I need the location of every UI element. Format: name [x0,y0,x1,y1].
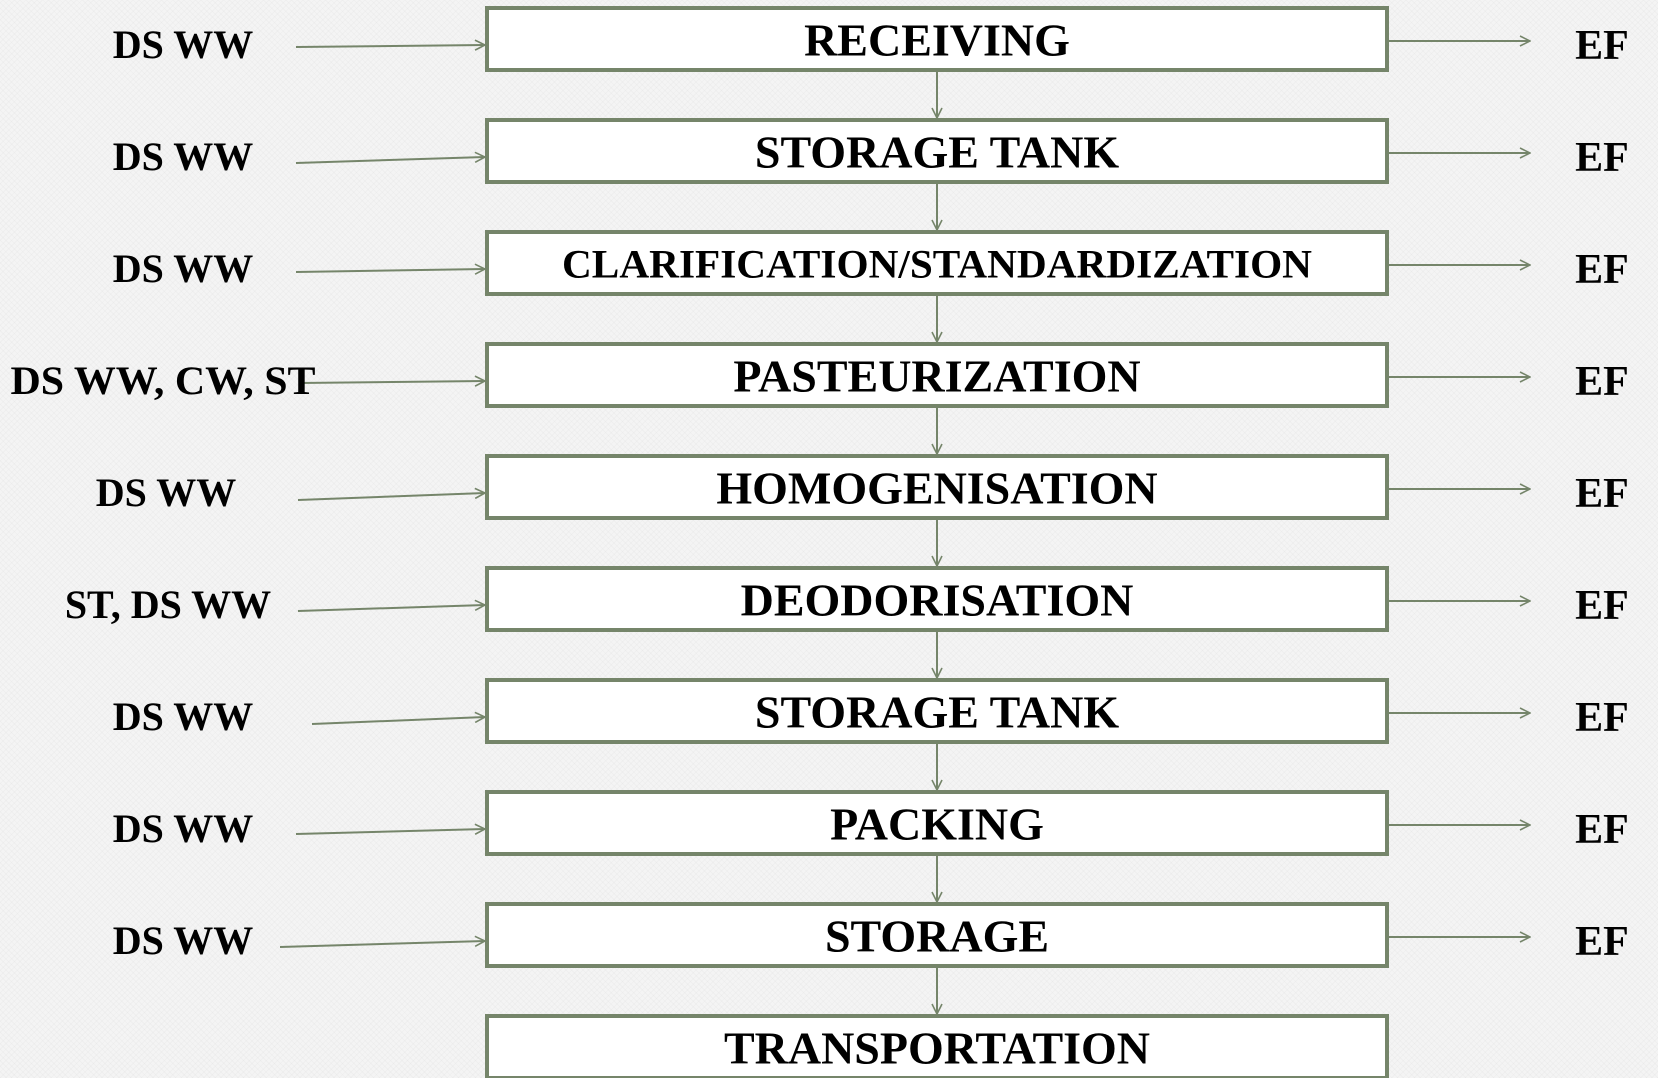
stage-box [487,680,1387,742]
output-label: EF [1575,807,1629,853]
output-label: EF [1575,919,1629,965]
input-label: DS WW [112,918,254,963]
stage-box [487,8,1387,70]
input-arrow [300,381,485,383]
input-label: DS WW, CW, ST [10,358,316,403]
stage-box [487,1016,1387,1078]
stage-box [487,792,1387,854]
stage-label: TRANSPORTATION [723,1022,1151,1074]
output-label: EF [1575,247,1629,293]
output-label: EF [1575,471,1629,517]
stage-label: CLARIFICATION/STANDARDIZATION [562,241,1313,287]
stage-box [487,456,1387,518]
stage-box [487,232,1387,294]
input-label: DS WW [95,470,237,515]
stage-label: PACKING [830,798,1044,850]
input-arrow [296,269,485,272]
input-arrow [312,717,485,724]
stage-label: STORAGE [824,910,1050,962]
input-label: DS WW [112,134,254,179]
stage-box [487,568,1387,630]
stage-label: STORAGE TANK [754,126,1120,178]
input-label: ST, DS WW [64,582,272,627]
stage-label: STORAGE TANK [754,686,1120,738]
input-label: DS WW [112,246,254,291]
input-arrow [298,493,485,500]
input-arrow [298,605,485,611]
output-label: EF [1575,583,1629,629]
input-arrow [296,829,485,834]
input-label: DS WW [112,694,254,739]
stage-label: RECEIVING [804,14,1070,66]
input-label: DS WW [112,806,254,851]
stage-label: HOMOGENISATION [716,462,1158,514]
input-arrow [296,157,485,163]
output-label: EF [1575,135,1629,181]
connector-layer [280,41,1530,1014]
input-arrow [296,45,485,47]
input-label: DS WW [112,22,254,67]
output-label: EF [1575,695,1629,741]
stage-label: DEODORISATION [740,574,1134,626]
stage-box [487,904,1387,966]
output-label: EF [1575,359,1629,405]
stage-box [487,120,1387,182]
input-arrow [280,941,485,947]
output-label: EF [1575,23,1629,69]
stage-box [487,344,1387,406]
stage-label: PASTEURIZATION [733,350,1141,402]
